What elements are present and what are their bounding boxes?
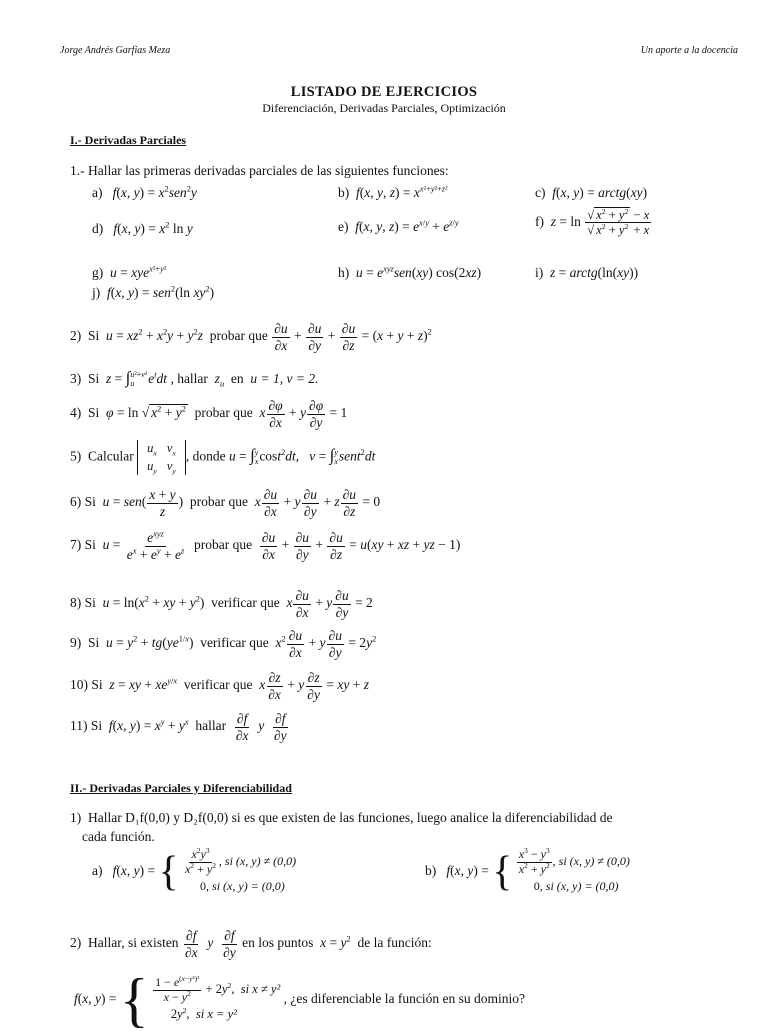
section2-ex2: 2) Hallar, si existen $\frac{\partial f}{\partial x}$ y $\frac{\partial f}{\partial y}$ en los puntos $x = y^2$ de la función: bbox=[70, 928, 432, 960]
exercise-10: 10) Si z = xy + $xe^{y/x}$ verificar que x $\frac{\partial z}{\partial x}$ + y $\frac{\partial z}{\partial y}$ = xy + z bbox=[70, 670, 369, 702]
ex1-g: g) u = xye$^{x^2+y^2}$ bbox=[92, 264, 167, 280]
exercise-6: 6) Si u = sen( $\frac{x + y}{z}$ ) probar que x $\frac{\partial u}{\partial x}$ + y $\frac{\partial u}{\partial y}$ + z $\frac{\partial u}{\partial z}$ = 0 bbox=[70, 487, 381, 519]
exercise-11: 11) Si f(x, $y) = x^y + y^x$ hallar $\frac{\partial f}{\partial x}$ y $\frac{\partial f}{\partial y}$ bbox=[70, 711, 287, 743]
ex1-f: f) z = ln $\frac{√ x^2 + y^2 - x}{√ x^2 + y^2 + x}$ bbox=[535, 206, 650, 238]
exercise-9: 9) Si $u = y^2 + tg(ye^{1/x})$ verificar que $x^2$ $\frac{\partial u}{\partial x}$ + y $\frac{\partial u}{\partial y}$ = $2y^2$ bbox=[70, 628, 377, 660]
piecewise-a: a) f(x, y) = { $\frac{x^2y^3}{x^2 + y^2}$ , si (x, y) ≠ (0,0) 0, si (x, y) = (0,0) bbox=[92, 846, 297, 895]
section-1-heading: I.- Derivadas Parciales bbox=[70, 133, 187, 147]
page-subtitle: Diferenciación, Derivadas Parciales, Optimización bbox=[262, 101, 506, 115]
exercise-7: 7) Si u = $\frac{e^{xyz}}{e^x + e^y + e^z}$ probar que $\frac{\partial u}{\partial x}$ + $\frac{\partial u}{\partial y}$ + $\frac{\partial u}{\partial z}$ = u(xy + xz + yz − 1) bbox=[70, 529, 461, 562]
ex1-d: d) f(x, $y) = x^2$ ln y bbox=[92, 220, 193, 236]
piecewise-b: b) f(x, y) = { $\frac{x^3 - y^3}{x^2 + y^2}$ , si (x, y) ≠ (0,0) 0, si (x, y) = (0,0) bbox=[425, 846, 630, 895]
ex1-j: j) f(x, y) = sen$^2$(ln $xy^2$) bbox=[92, 284, 215, 300]
section2-ex2-function: f(x, y) = { $\frac{1 - e^{(x-y^2)^2}}{x - y^2}$ + $2y^2$, si x ≠ y² $2y^2$, si x = y² , ¿es diferenciable la función en su dominio? bbox=[74, 967, 526, 1033]
exercise-2: 2) Si $u = xz^2 + x^2y + y^2z$ probar que $\frac{\partial u}{\partial x}$ + $\frac{\partial u}{\partial y}$ + $\frac{\partial u}{\partial z}$ = $(x + y + z)^2$ bbox=[70, 321, 432, 353]
section-2-heading: II.- Derivadas Parciales y Diferenciabilidad bbox=[70, 781, 292, 795]
ex1-c: c) f(x, y) = arctg(xy) bbox=[535, 185, 648, 200]
ex1-a: a) f(x, $y) = x^2sen^2y$ bbox=[92, 184, 197, 200]
exercise-8: 8) Si $u = \ln(x^2$ + xy + $y^2$) verificar que x $\frac{\partial u}{\partial x}$ + y $\frac{\partial u}{\partial y}$ = 2 bbox=[70, 588, 373, 620]
ex1-b: b) f(x, y, $z) = x^{x^2+y^2+z^2}$ bbox=[338, 184, 448, 200]
exercise-5: 5) Calcular $u_x$ $v_x$ $u_y$ $v_y$ , donde u = ∫ y x cost$^2$dt, v = ∫ y x sent$^2$dt bbox=[70, 441, 376, 475]
exercise-1-intro: 1.- Hallar las primeras derivadas parciales de las siguientes funciones: bbox=[70, 163, 449, 178]
page-title: LISTADO DE EJERCICIOS bbox=[290, 84, 478, 100]
header-tagline: Un aporte a la docencia bbox=[640, 45, 738, 56]
header-author: Jorge Andrés Garfias Meza bbox=[60, 45, 171, 56]
ex1-e: e) f(x, y, $z) = e^{x/y} + e^{z/y}$ bbox=[338, 218, 459, 234]
ex1-h: h) $u = e^{xyz}sen(xy)$ cos(2xz) bbox=[338, 264, 482, 280]
exercise-3: 3) Si z = ∫ u²+v² u $e^tdt$ , hallar $z_u$ en u = 1, v = 2. bbox=[70, 368, 319, 389]
exercise-4: 4) Si φ = ln √ $x^2 + y^2$ probar que x $\frac{\partial\varphi}{\partial x}$ + y $\frac{\partial\varphi}{\partial y}$ = 1 bbox=[70, 398, 348, 430]
ex1-i: i) z = arctg(ln(xy)) bbox=[535, 265, 639, 280]
section2-ex1-line1: 1) Hallar D₁f(0,0) y D₂f(0,0) si es que existen de las funciones, luego analice la diferenciabilidad de bbox=[70, 810, 613, 825]
section2-ex1-line2: cada función. bbox=[82, 829, 155, 844]
